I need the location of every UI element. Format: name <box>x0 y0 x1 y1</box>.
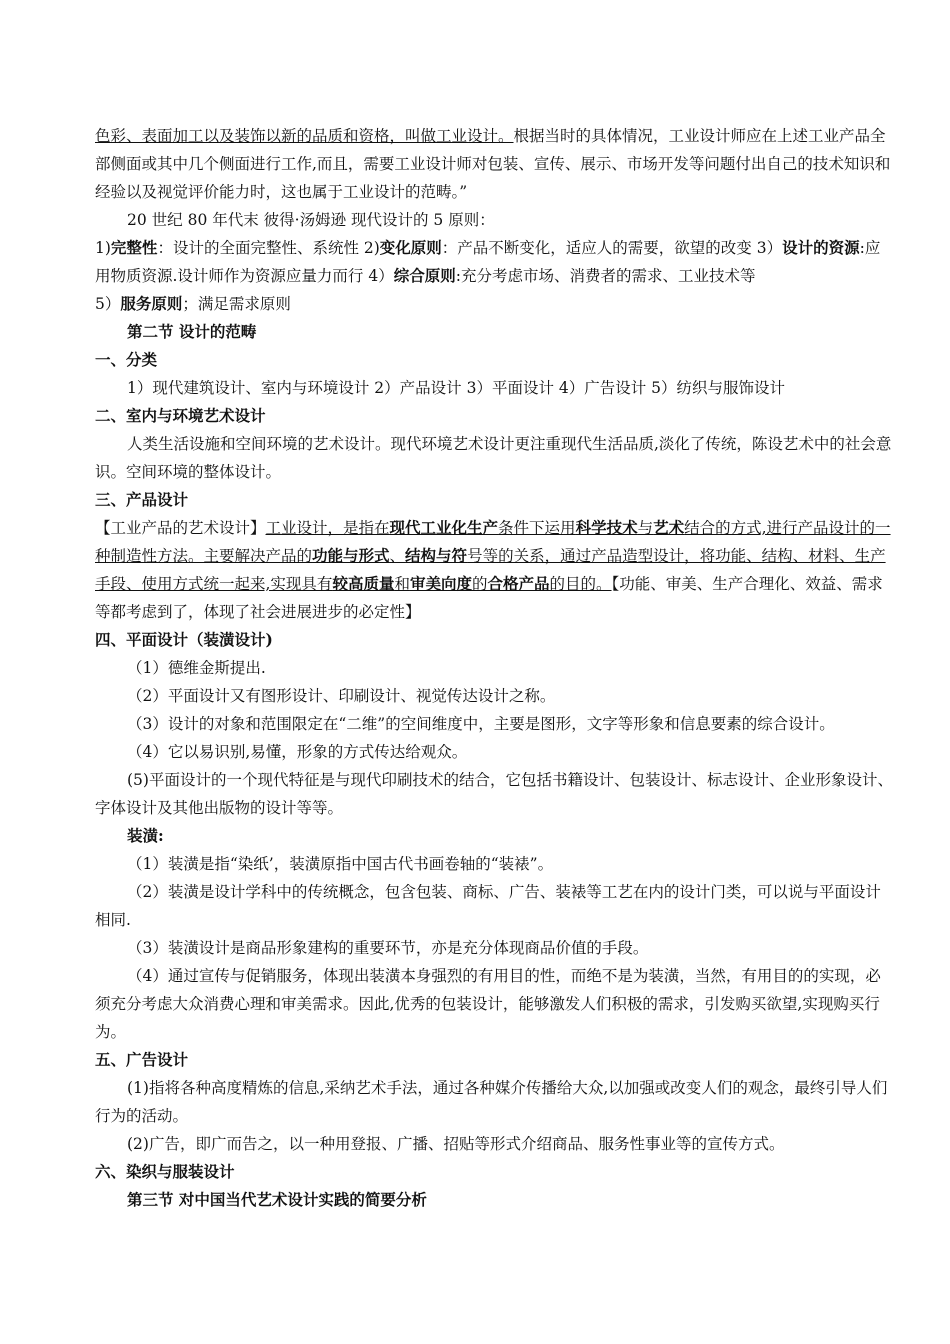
paragraph-thompson-principles-intro: 20 世纪 80 年代末 彼得·汤姆逊 现代设计的 5 原则： <box>127 211 495 229</box>
advertising-item: (1)指将各种高度精炼的信息,采纳艺术手法，通过各种媒介传播给大众,以加强或改变人们的观念，最终引导人们行为的活动。 <box>95 1079 888 1125</box>
advertising-item: (2)广告，即广而告之，以一种用登报、广播、招贴等形式介绍商品、服务性事业等的宣传方式。 <box>127 1135 785 1153</box>
term: 功能与形式 <box>312 546 390 565</box>
text: 、 <box>389 547 406 565</box>
decoration-item: （3）装潢设计是商品形象建构的重要环节，亦是充分体现商品价值的手段。 <box>127 939 649 957</box>
term: 审美向度 <box>409 574 472 593</box>
graphic-item: （3）设计的对象和范围限定在“二维”的空间维度中，主要是图形，文字等形象和信息要素的综合设计。 <box>127 715 835 733</box>
heading-interior-design: 二、室内与环境艺术设计 <box>95 406 266 425</box>
heading-product-design: 三、产品设计 <box>95 490 189 509</box>
term-resources: 设计的资源 <box>782 238 860 257</box>
decoration-subheading: 装潢: <box>127 826 164 845</box>
text: :应用物质资源.设计师作为资源应量力而行 4） <box>95 239 881 285</box>
term-completeness: 完整性 <box>110 238 158 257</box>
section-3-title: 第三节 对中国当代艺术设计实践的简要分析 <box>127 1190 427 1209</box>
text: 结合的方式,进行产品设计的一种制造性方法。主要解决产品的 <box>95 519 891 565</box>
body-text: 根据当时的具体情况，工业设计师应在上述工业产品全部侧面或其中几个侧面进行工作,而且，需要工业设计师对包装、宣传、展示、市场开发等问题付出自己的技术知识和经验以及视觉评价能力时，这也属于工业设计的范畴。” <box>95 127 891 201</box>
paragraph-classification: 1）现代建筑设计、室内与环境设计 2）产品设计 3）平面设计 4）广告设计 5）纺织与服饰设计 <box>127 379 786 397</box>
text: :充分考虑市场、消费者的需求、工业技术等 <box>455 267 756 285</box>
section-2-title: 第二节 设计的范畴 <box>127 322 257 341</box>
paragraph-industrial-design-definition <box>95 122 895 206</box>
text: 和 <box>394 575 410 593</box>
term: 结构与符 <box>405 546 468 565</box>
paragraph-five-principles <box>95 234 895 318</box>
text: 的目的。 <box>549 575 612 593</box>
document-page <box>95 122 895 1214</box>
term: 合格产品 <box>487 574 550 593</box>
text: 1) <box>95 239 111 257</box>
underlined-text: 色彩、表面加工以及装饰以新的品质和资格，叫做工业设计。 <box>95 127 514 145</box>
graphic-item: （4）它以易识别,易懂，形象的方式传达给观众。 <box>127 743 468 761</box>
term-service: 服务原则 <box>120 294 183 313</box>
text: 的 <box>471 575 488 593</box>
heading-textile-fashion-design: 六、染织与服装设计 <box>95 1162 235 1181</box>
term: 现代工业化生产 <box>389 518 499 537</box>
decoration-item: （4）通过宣传与促销服务，体现出装潢本身强烈的有用目的性，而绝不是为装潢，当然，有用目的的实现，必须充分考虑大众消费心理和审美需求。因此,优秀的包装设计，能够激发人们积极的需求，引发购买欲望,实现购买行为。 <box>95 967 881 1041</box>
heading-classification: 一、分类 <box>95 350 158 369</box>
paragraph-product-design <box>95 514 895 626</box>
text: ：设计的全面完整性、系统性 2) <box>157 239 380 257</box>
text: ；满足需求原则 <box>182 295 291 313</box>
text: 号等的关系，通过产品造型设计，将功能、结构、材料、生产手段、使用方式统一起来,实现具有 <box>95 547 886 593</box>
term: 科学技术 <box>575 518 638 537</box>
term: 较高质量 <box>332 574 395 593</box>
term-change: 变化原则 <box>379 238 442 257</box>
graphic-item: （1）德维金斯提出. <box>127 659 266 677</box>
graphic-item: (5)平面设计的一个现代特征是与现代印刷技术的结合，它包括书籍设计、包装设计、标志设计、企业形象设计、字体设计及其他出版物的设计等等。 <box>95 771 893 817</box>
heading-graphic-design: 四、平面设计（装潢设计) <box>95 630 273 649</box>
term: 艺术 <box>653 518 685 537</box>
bracket-note: 【功能、审美、生产合理化、效益、需求等都考虑到了，体现了社会进展进步的必定性】 <box>95 575 883 621</box>
paragraph-interior-design: 人类生活设施和空间环境的艺术设计。现代环境艺术设计更注重现代生活品质,淡化了传统，陈设艺术中的社会意识。空间环境的整体设计。 <box>95 435 892 481</box>
term-synthesis: 综合原则 <box>393 266 456 285</box>
graphic-item: （2）平面设计又有图形设计、印刷设计、视觉传达设计之称。 <box>127 687 556 705</box>
decoration-item: （2）装潢是设计学科中的传统概念，包含包装、商标、广告、装裱等工艺在内的设计门类，可以说与平面设计相同. <box>95 883 881 929</box>
text: 条件下运用 <box>498 519 576 537</box>
text: ：产品不断变化，适应人的需要，欲望的改变 3） <box>441 239 783 257</box>
bracket-note: 【工业产品的艺术设计】 <box>95 519 266 537</box>
decoration-item: （1）装潢是指“染纸’，装潢原指中国古代书画卷轴的“装裱”。 <box>127 855 554 873</box>
text: 5） <box>95 295 121 313</box>
heading-advertising-design: 五、广告设计 <box>95 1050 189 1069</box>
text: 工业设计，是指在 <box>265 519 390 537</box>
text: 与 <box>637 519 654 537</box>
